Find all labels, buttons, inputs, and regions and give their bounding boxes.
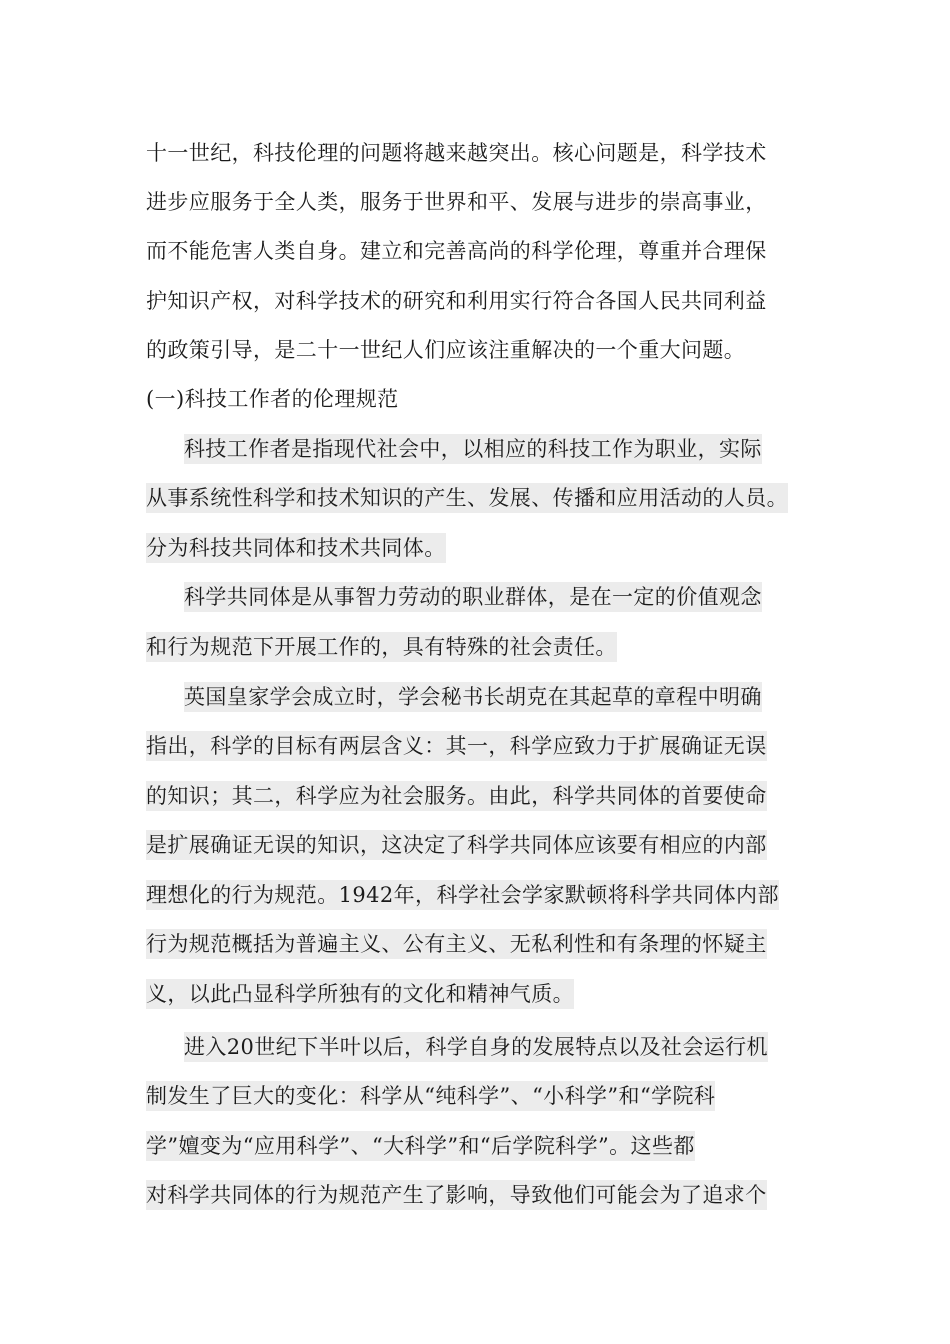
paragraph-line: 制发生了巨大的变化：科学从“纯科学”、“小科学”和“学院科 — [146, 1081, 715, 1111]
paragraph-line: 义，以此凸显科学所独有的文化和精神气质。 — [146, 979, 574, 1009]
paragraph-line: 行为规范概括为普遍主义、公有主义、无私利性和有条理的怀疑主 — [146, 929, 767, 959]
paragraph-line: 进步应服务于全人类，服务于世界和平、发展与进步的崇高事业， — [146, 190, 767, 214]
paragraph-line: 从事系统性科学和技术知识的产生、发展、传播和应用活动的人员。 — [146, 483, 788, 513]
section-heading: (一)科技工作者的伦理规范 — [146, 387, 399, 411]
paragraph-line: 科技工作者是指现代社会中，以相应的科技工作为职业，实际 — [184, 434, 762, 464]
paragraph-line: 分为科技共同体和技术共同体。 — [146, 533, 446, 563]
paragraph-line: 对科学共同体的行为规范产生了影响，导致他们可能会为了追求个 — [146, 1180, 767, 1210]
paragraph-line: 和行为规范下开展工作的，具有特殊的社会责任。 — [146, 632, 617, 662]
paragraph-line: 理想化的行为规范。1942年，科学社会学家默顿将科学共同体内部 — [146, 880, 779, 910]
paragraph-line: 学”嬗变为“应用科学”、“大科学”和“后学院科学”。这些都 — [146, 1131, 695, 1161]
paragraph-line: 进入20世纪下半叶以后，科学自身的发展特点以及社会运行机 — [184, 1032, 768, 1062]
paragraph-line: 护知识产权，对科学技术的研究和利用实行符合各国人民共同利益 — [146, 289, 767, 313]
paragraph-line: 指出，科学的目标有两层含义：其一，科学应致力于扩展确证无误 — [146, 731, 767, 761]
paragraph-line: 科学共同体是从事智力劳动的职业群体，是在一定的价值观念 — [184, 582, 762, 612]
paragraph-line: 英国皇家学会成立时，学会秘书长胡克在其起草的章程中明确 — [184, 682, 762, 712]
paragraph-line: 的政策引导，是二十一世纪人们应该注重解决的一个重大问题。 — [146, 338, 746, 362]
paragraph-line: 十一世纪，科技伦理的问题将越来越突出。核心问题是，科学技术 — [146, 141, 767, 165]
paragraph-line: 而不能危害人类自身。建立和完善高尚的科学伦理，尊重并合理保 — [146, 239, 767, 263]
paragraph-line: 是扩展确证无误的知识，这决定了科学共同体应该要有相应的内部 — [146, 830, 767, 860]
paragraph-line: 的知识；其二，科学应为社会服务。由此，科学共同体的首要使命 — [146, 781, 767, 811]
